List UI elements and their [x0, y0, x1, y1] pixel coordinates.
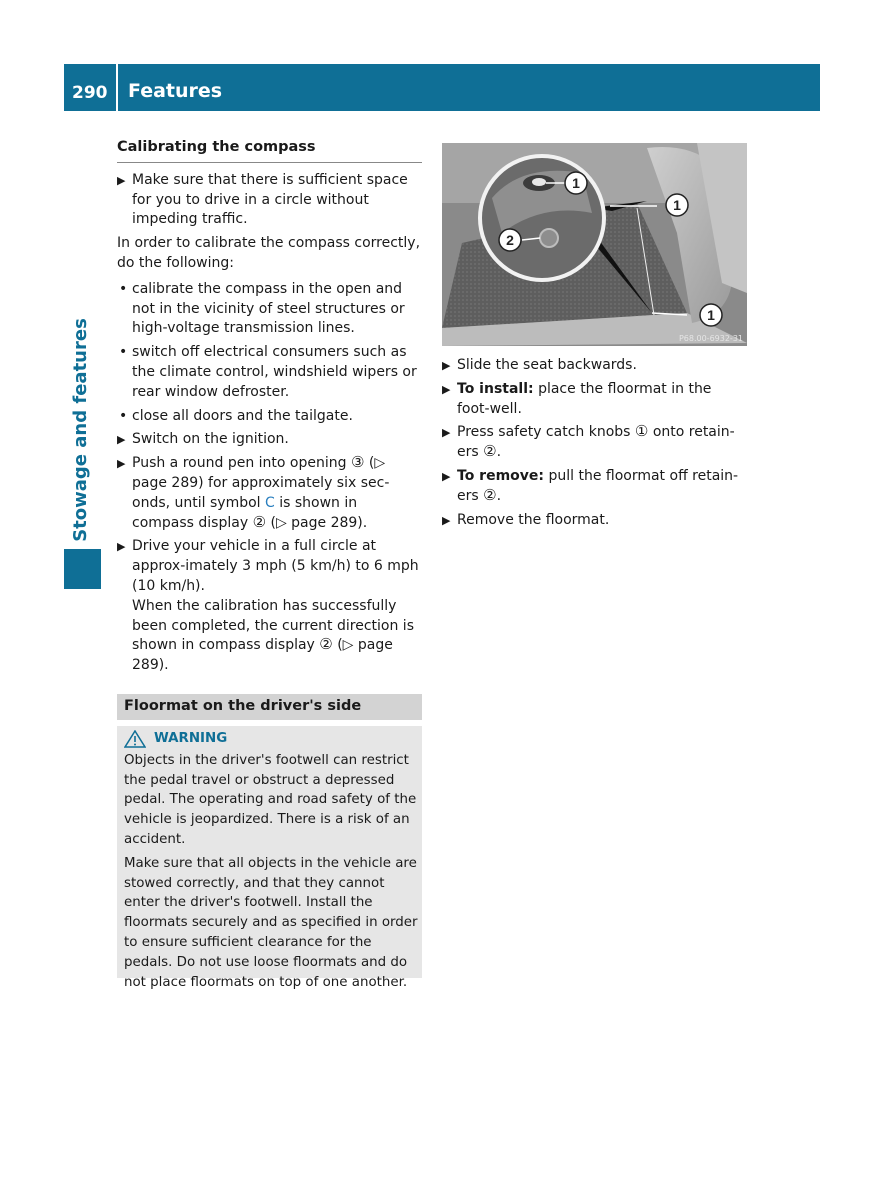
warning-paragraph: Make sure that all objects in the vehicle are stowed correctly, and that they cannot enter the driver's footwell. Install the floormats securely and as specified in order to ensure sufficient clearance for the pedals. Do not use loose floormats and do not place floormats on top of one another. [124, 855, 418, 990]
callout-1: ① [634, 422, 649, 441]
compass-bullet [117, 280, 422, 339]
floormat-figure [442, 143, 747, 346]
floormat-step [442, 356, 747, 376]
bullet-text: switch off electrical consumers such as the climate control, windshield wipers or rear window defroster. [132, 344, 417, 400]
step-bold-label: To remove: [457, 467, 545, 484]
triangle-right-icon: ▶ [442, 513, 451, 527]
page-number: 290 [72, 83, 108, 103]
floormat-illustration [442, 143, 747, 346]
step-text: . [496, 487, 502, 504]
callout-2: ② [252, 512, 267, 531]
step-text: Slide the seat backwards. [457, 357, 637, 373]
svg-text:1: 1 [572, 175, 580, 191]
callout-1 [700, 304, 722, 326]
page-header [64, 64, 820, 111]
step-text: (▷ page 289) for approximately six sec-onds, until symbol [132, 455, 390, 511]
svg-text:2: 2 [506, 232, 514, 248]
callout-3: ③ [350, 453, 365, 472]
triangle-right-icon: ▶ [117, 540, 126, 554]
floormat-step [442, 511, 747, 531]
bullet-text: calibrate the compass in the open and not in the vicinity of steel structures or high-voltage transmission lines. [132, 280, 405, 337]
step-text: onto retain-ers [457, 424, 735, 461]
step-text: (▷ page 289). [132, 637, 393, 674]
warning-triangle-icon [124, 730, 146, 748]
left-column [117, 138, 422, 680]
callout-1 [565, 172, 587, 194]
callout-2: ② [319, 635, 333, 654]
step-text: is shown in compass display [132, 494, 358, 531]
compass-step [117, 171, 422, 230]
step-text: Drive your vehicle in a full circle at approx-imately 3 mph (5 km/h) to 6 mph (10 km/h). [132, 538, 419, 594]
compass-step [117, 537, 422, 676]
callout-2: ② [483, 442, 497, 461]
compass-symbol: C [265, 494, 275, 511]
bullet-icon: • [119, 280, 128, 297]
floormat-section-header [117, 694, 422, 720]
svg-text:1: 1 [673, 197, 681, 213]
compass-bullet [117, 343, 422, 402]
triangle-right-icon: ▶ [442, 426, 451, 440]
step-text: Press safety catch knobs [457, 424, 631, 441]
floormat-step [442, 423, 747, 463]
compass-step [117, 454, 422, 533]
triangle-right-icon: ▶ [117, 433, 126, 447]
callout-1 [666, 194, 688, 216]
callout-2 [499, 229, 521, 251]
warning-heading [124, 729, 418, 749]
compass-intro: In order to calibrate the compass correctly, do the following: [117, 235, 421, 271]
floormat-step [442, 380, 747, 420]
triangle-right-icon: ▶ [442, 469, 451, 483]
page-title: Features [128, 80, 223, 102]
warning-paragraph: Objects in the driver's footwell can restrict the pedal travel or obstruct a depressed pedal. The operating and road safety of the vehicle is jeopardized. There is a risk of an accident. [124, 752, 417, 847]
right-column [442, 143, 747, 534]
callout-2: ② [483, 485, 497, 504]
floormat-section-title: Floormat on the driver's side [124, 698, 362, 714]
step-text: Make sure that there is sufficient space for you to drive in a circle without impeding traffic. [132, 171, 408, 228]
side-tab-label: Stowage and features [70, 318, 92, 542]
triangle-right-icon: ▶ [442, 359, 451, 372]
bullet-icon: • [119, 344, 128, 361]
bullet-icon: • [119, 407, 128, 424]
step-text: pull the floormat off retain-ers [457, 467, 739, 504]
triangle-right-icon: ▶ [117, 173, 126, 187]
step-text: Push a round pen into opening [132, 455, 347, 472]
triangle-right-icon: ▶ [117, 457, 126, 471]
step-bold-label: To install: [457, 380, 534, 397]
figure-code: P68.00-6932-31 [678, 334, 743, 343]
step-text: (▷ page 289). [270, 514, 368, 531]
compass-bullet [117, 407, 422, 427]
header-divider [116, 64, 118, 111]
svg-text:1: 1 [707, 307, 715, 323]
bullet-text: close all doors and the tailgate. [132, 407, 353, 424]
side-tab-marker [64, 549, 101, 589]
step-text: . [496, 444, 502, 461]
step-text: Remove the floormat. [457, 511, 610, 528]
triangle-right-icon: ▶ [442, 382, 451, 396]
floormat-step [442, 467, 747, 507]
step-text: Switch on the ignition. [132, 431, 289, 448]
compass-section-title: Calibrating the compass [117, 138, 422, 163]
compass-step [117, 430, 422, 450]
warning-box [117, 726, 422, 990]
step-text: When the calibration has successfully been completed, the current direction is shown in compass display [132, 597, 414, 654]
warning-label: WARNING [154, 731, 228, 746]
step-text: place the floormat in the foot-well. [457, 380, 712, 417]
